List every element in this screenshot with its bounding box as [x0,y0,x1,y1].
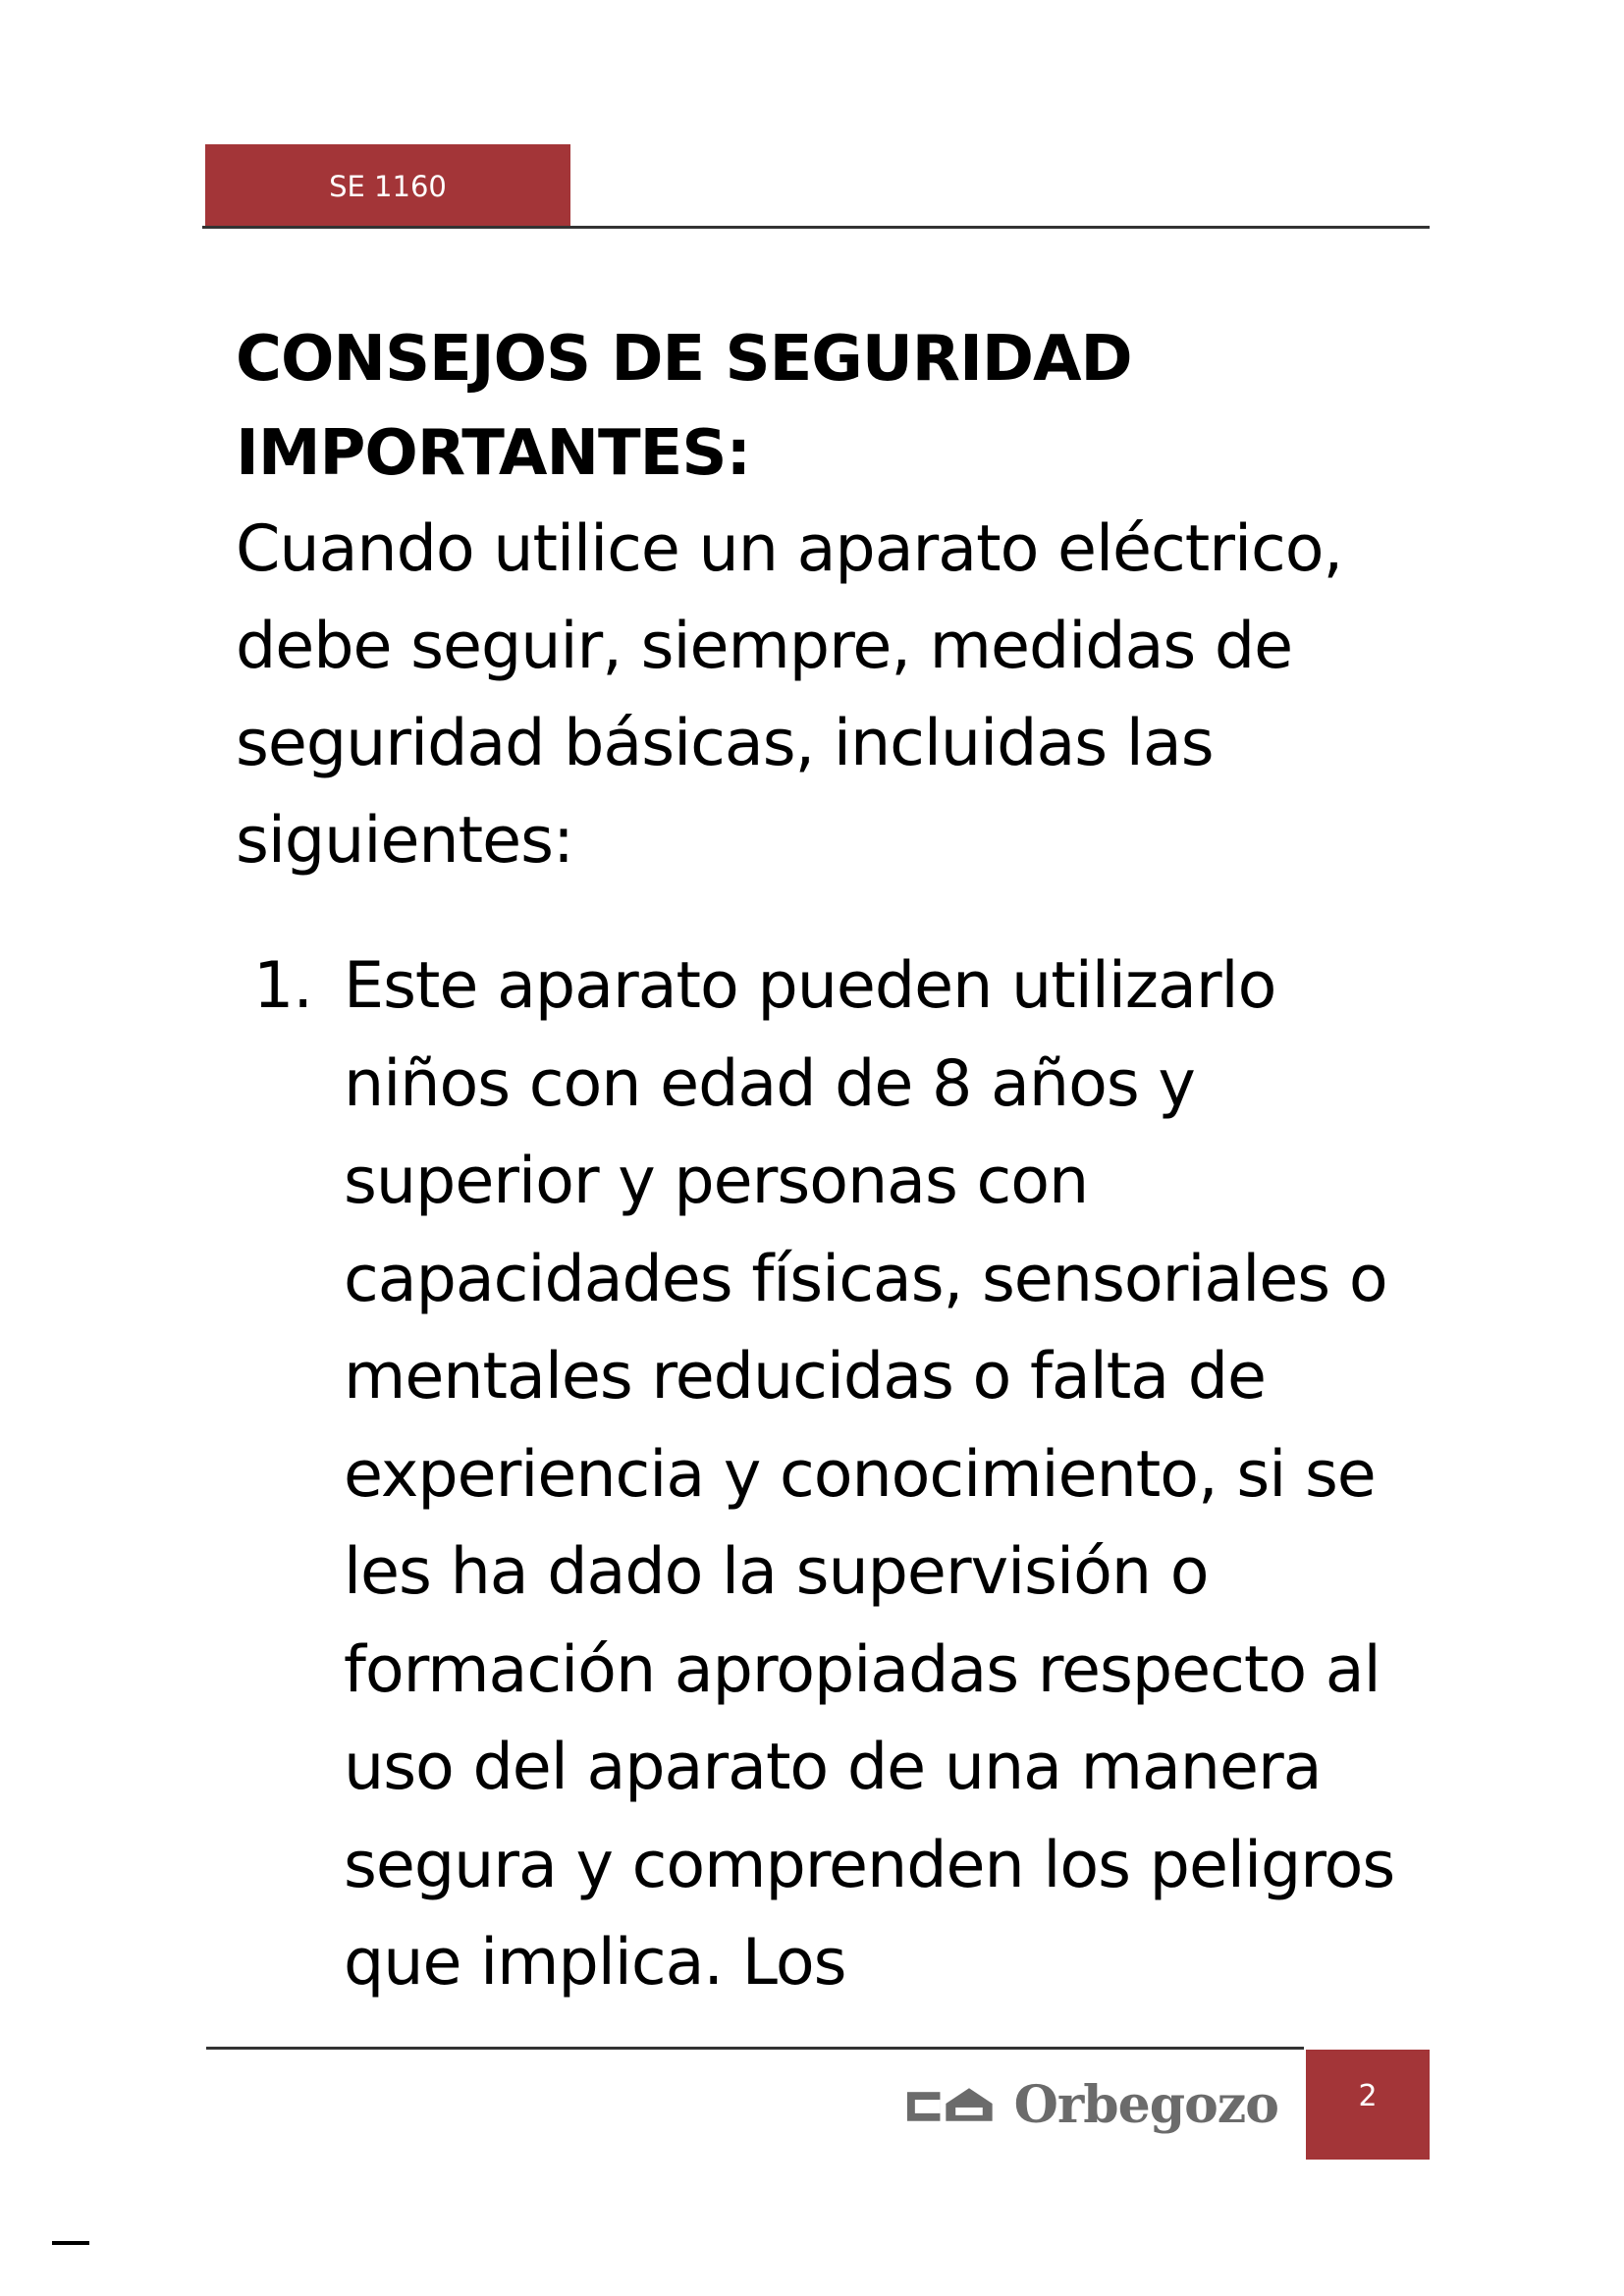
brand-name: Orbegozo [1013,2074,1278,2135]
model-label: SE 1160 [329,170,447,203]
intro-paragraph: Cuando utilice un aparato eléctrico, debe seguir, siempre, medidas de seguridad básicas, incluidas las siguientes: [236,512,1343,878]
corner-mark [52,2241,89,2245]
list-item [236,937,1434,2012]
header-divider [202,226,1430,229]
page-title: CONSEJOS DE SEGURIDAD IMPORTANTES: [236,323,1132,490]
page-number: 2 [1358,2079,1378,2113]
orbegozo-logo-icon [905,2082,995,2127]
page-number-box [1306,2050,1430,2160]
brand-logo [905,2075,1278,2134]
footer-divider [206,2047,1304,2050]
list-item-text: Este aparato pueden utilizarlo niños con edad de 8 años y superior y personas con capacidades físicas, sensoriales o mentales reducidas o falta de experiencia y conocimiento, si se les ha dado la supervisión o formación apropiadas respecto al uso del aparato de una manera segura y comprenden los peligros que implica. Los [344,949,1395,2000]
list-item-number: 1. [253,949,313,1023]
header-model-tab [205,144,570,229]
